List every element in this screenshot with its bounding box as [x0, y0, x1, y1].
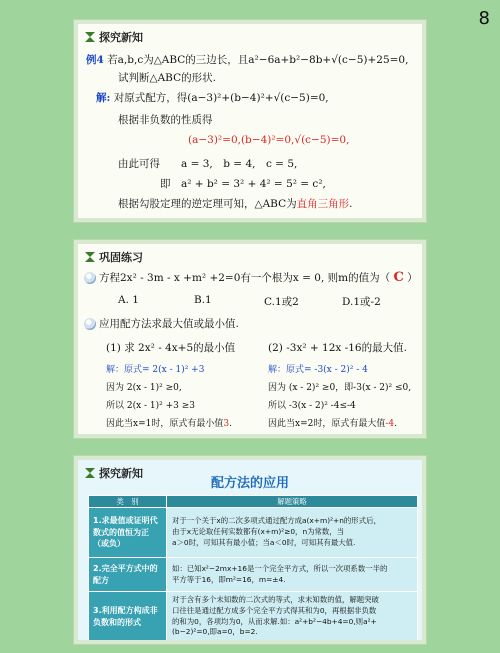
- conclusion-answer: 直角三角形: [296, 198, 350, 210]
- sol1-min-value: 3: [223, 419, 230, 429]
- table-row: [89, 508, 418, 558]
- solution-line2: 根据非负数的性质得: [118, 114, 213, 126]
- sol2-line1: [268, 362, 368, 375]
- sol1-line3: 所以 2(x - 1)² +3 ≥3: [106, 401, 196, 411]
- hourglass-icon: [84, 31, 96, 43]
- solution-label: 解:: [96, 92, 111, 104]
- sol2-line2: 因为 (x - 2)² ≥0，即-3(x - 2)² ≤0,: [268, 383, 412, 393]
- table-row: [89, 558, 418, 592]
- bulb-icon: [84, 318, 96, 330]
- sol1-line4: 因此当x=1时，原式有最小值3.: [106, 419, 232, 429]
- slide-methods: [74, 456, 426, 644]
- question1: [84, 270, 418, 285]
- strategy-line: 由于x无论取任何实数都有(x+m)²≥0，n为常数，当: [172, 527, 345, 537]
- question-line1: [86, 52, 408, 67]
- option-c: C.1或2: [264, 296, 299, 308]
- solution-line5: 即 a² + b² = 3² + 4² = 5² = c²,: [160, 178, 326, 190]
- solution-text: 对原式配方，得(a−3)²+(b−4)²+√(c−5)=0,: [113, 92, 329, 104]
- slide-header: [78, 24, 422, 45]
- slide-practice: [74, 240, 426, 438]
- option-b: B.1: [194, 294, 212, 306]
- conclusion-end: .: [349, 198, 353, 210]
- option-a: A. 1: [118, 294, 139, 306]
- sol2-max-value: -4: [385, 419, 395, 429]
- solution-line4: 由此可得 a = 3, b = 4, c = 5,: [118, 158, 298, 170]
- bulb-icon: [84, 272, 96, 284]
- strategy-line: 对于一个关于x的二次多项式通过配方成a(x+m)²+n的形式后，: [172, 516, 381, 526]
- sol2-line4: 因此当x=2时，原式有最大值-4.: [268, 419, 397, 429]
- row-strategy: [167, 592, 418, 642]
- column-header-strategy: 解题策略: [167, 496, 418, 508]
- table-header-row: [89, 496, 418, 508]
- strategy-line: 平方等于16，即m²=16，m=±4.: [172, 574, 286, 584]
- question1-text: 方程2x² - 3m - x +m² +2=0有一个根为x = 0, 则m的值为（: [99, 272, 391, 284]
- table-row: [89, 592, 418, 642]
- strategy-line: 口往往是通过配方成多个完全平方式得其和为0，再根据非负数: [172, 605, 377, 615]
- strategy-line: 的和为0，各项均为0，从而求解.如：a²+b²−4b+4=0,则a²+(b−2)²=0,即a=0，b=2.: [172, 616, 377, 637]
- sol1-line1: [106, 362, 204, 375]
- strategy-table: [88, 495, 418, 642]
- example-label: 例4: [86, 54, 104, 66]
- question-line2: 试判断△ABC的形状.: [118, 72, 216, 84]
- row-category: 3.利用配方构成非负数和的形式: [89, 592, 167, 642]
- slide-title: 配方法的应用: [210, 476, 289, 491]
- question-text: 若a,b,c为△ABC的三边长，且a²−6a+b²−8b+√(c−5)+25=0,: [107, 54, 409, 66]
- slide-example: [74, 20, 426, 222]
- row-category: 2.完全平方式中的配方: [89, 558, 167, 592]
- row-strategy: [167, 508, 418, 558]
- strategy-line: a＞0时，可知其有最小值；当a＜0时，可知其有最大值.: [172, 537, 356, 547]
- sol2-line1-text: 解：原式= -3(x - 2)² - 4: [268, 365, 368, 375]
- question2-text: 应用配方法求最大值或最小值.: [99, 318, 239, 330]
- page-number: 8: [478, 8, 490, 29]
- row-strategy: [167, 558, 418, 592]
- problem1: (1) 求 2x² - 4x+5的最小值: [106, 342, 236, 354]
- solution-line1: [96, 90, 329, 105]
- row-category: 1.求最值或证明代数式的值恒为正（或负）: [89, 508, 167, 558]
- sol1-line2: 因为 2(x - 1)² ≥0,: [106, 383, 182, 393]
- question1-end: ）: [407, 272, 418, 284]
- header-title: 探究新知: [99, 467, 143, 480]
- slide-header: [78, 244, 422, 265]
- header-title: 巩固练习: [99, 251, 143, 264]
- sol2-conclusion: 因此当x=2时，原式有最大值: [268, 419, 386, 429]
- hourglass-icon: [84, 251, 96, 263]
- sol2-line3: 所以 -3(x - 2)² -4≤-4: [268, 401, 356, 411]
- problem2: (2) -3x² + 12x -16的最大值.: [268, 342, 407, 354]
- sol1-conclusion: 因此当x=1时，原式有最小值: [106, 419, 224, 429]
- question1-answer: C: [393, 270, 404, 285]
- conclusion-text: 根据勾股定理的逆定理可知，△ABC为: [118, 198, 297, 210]
- sol1-line1-text: 解：原式= 2(x - 1)² +3: [106, 365, 205, 375]
- question2: [84, 316, 239, 331]
- header-title: 探究新知: [99, 31, 143, 44]
- solution-line6: [118, 196, 352, 211]
- strategy-line: 如：已知x²−2mx+16是一个完全平方式，所以一次项系数一半的: [172, 563, 388, 573]
- solution-line3: (a−3)²=0,(b−4)²=0,√(c−5)=0,: [188, 134, 350, 146]
- option-d: D.1或-2: [342, 296, 381, 308]
- strategy-line: 对于含有多个未知数的二次式的等式，求未知数的值，解题突破: [172, 595, 379, 605]
- column-header-category: 类 别: [89, 496, 167, 508]
